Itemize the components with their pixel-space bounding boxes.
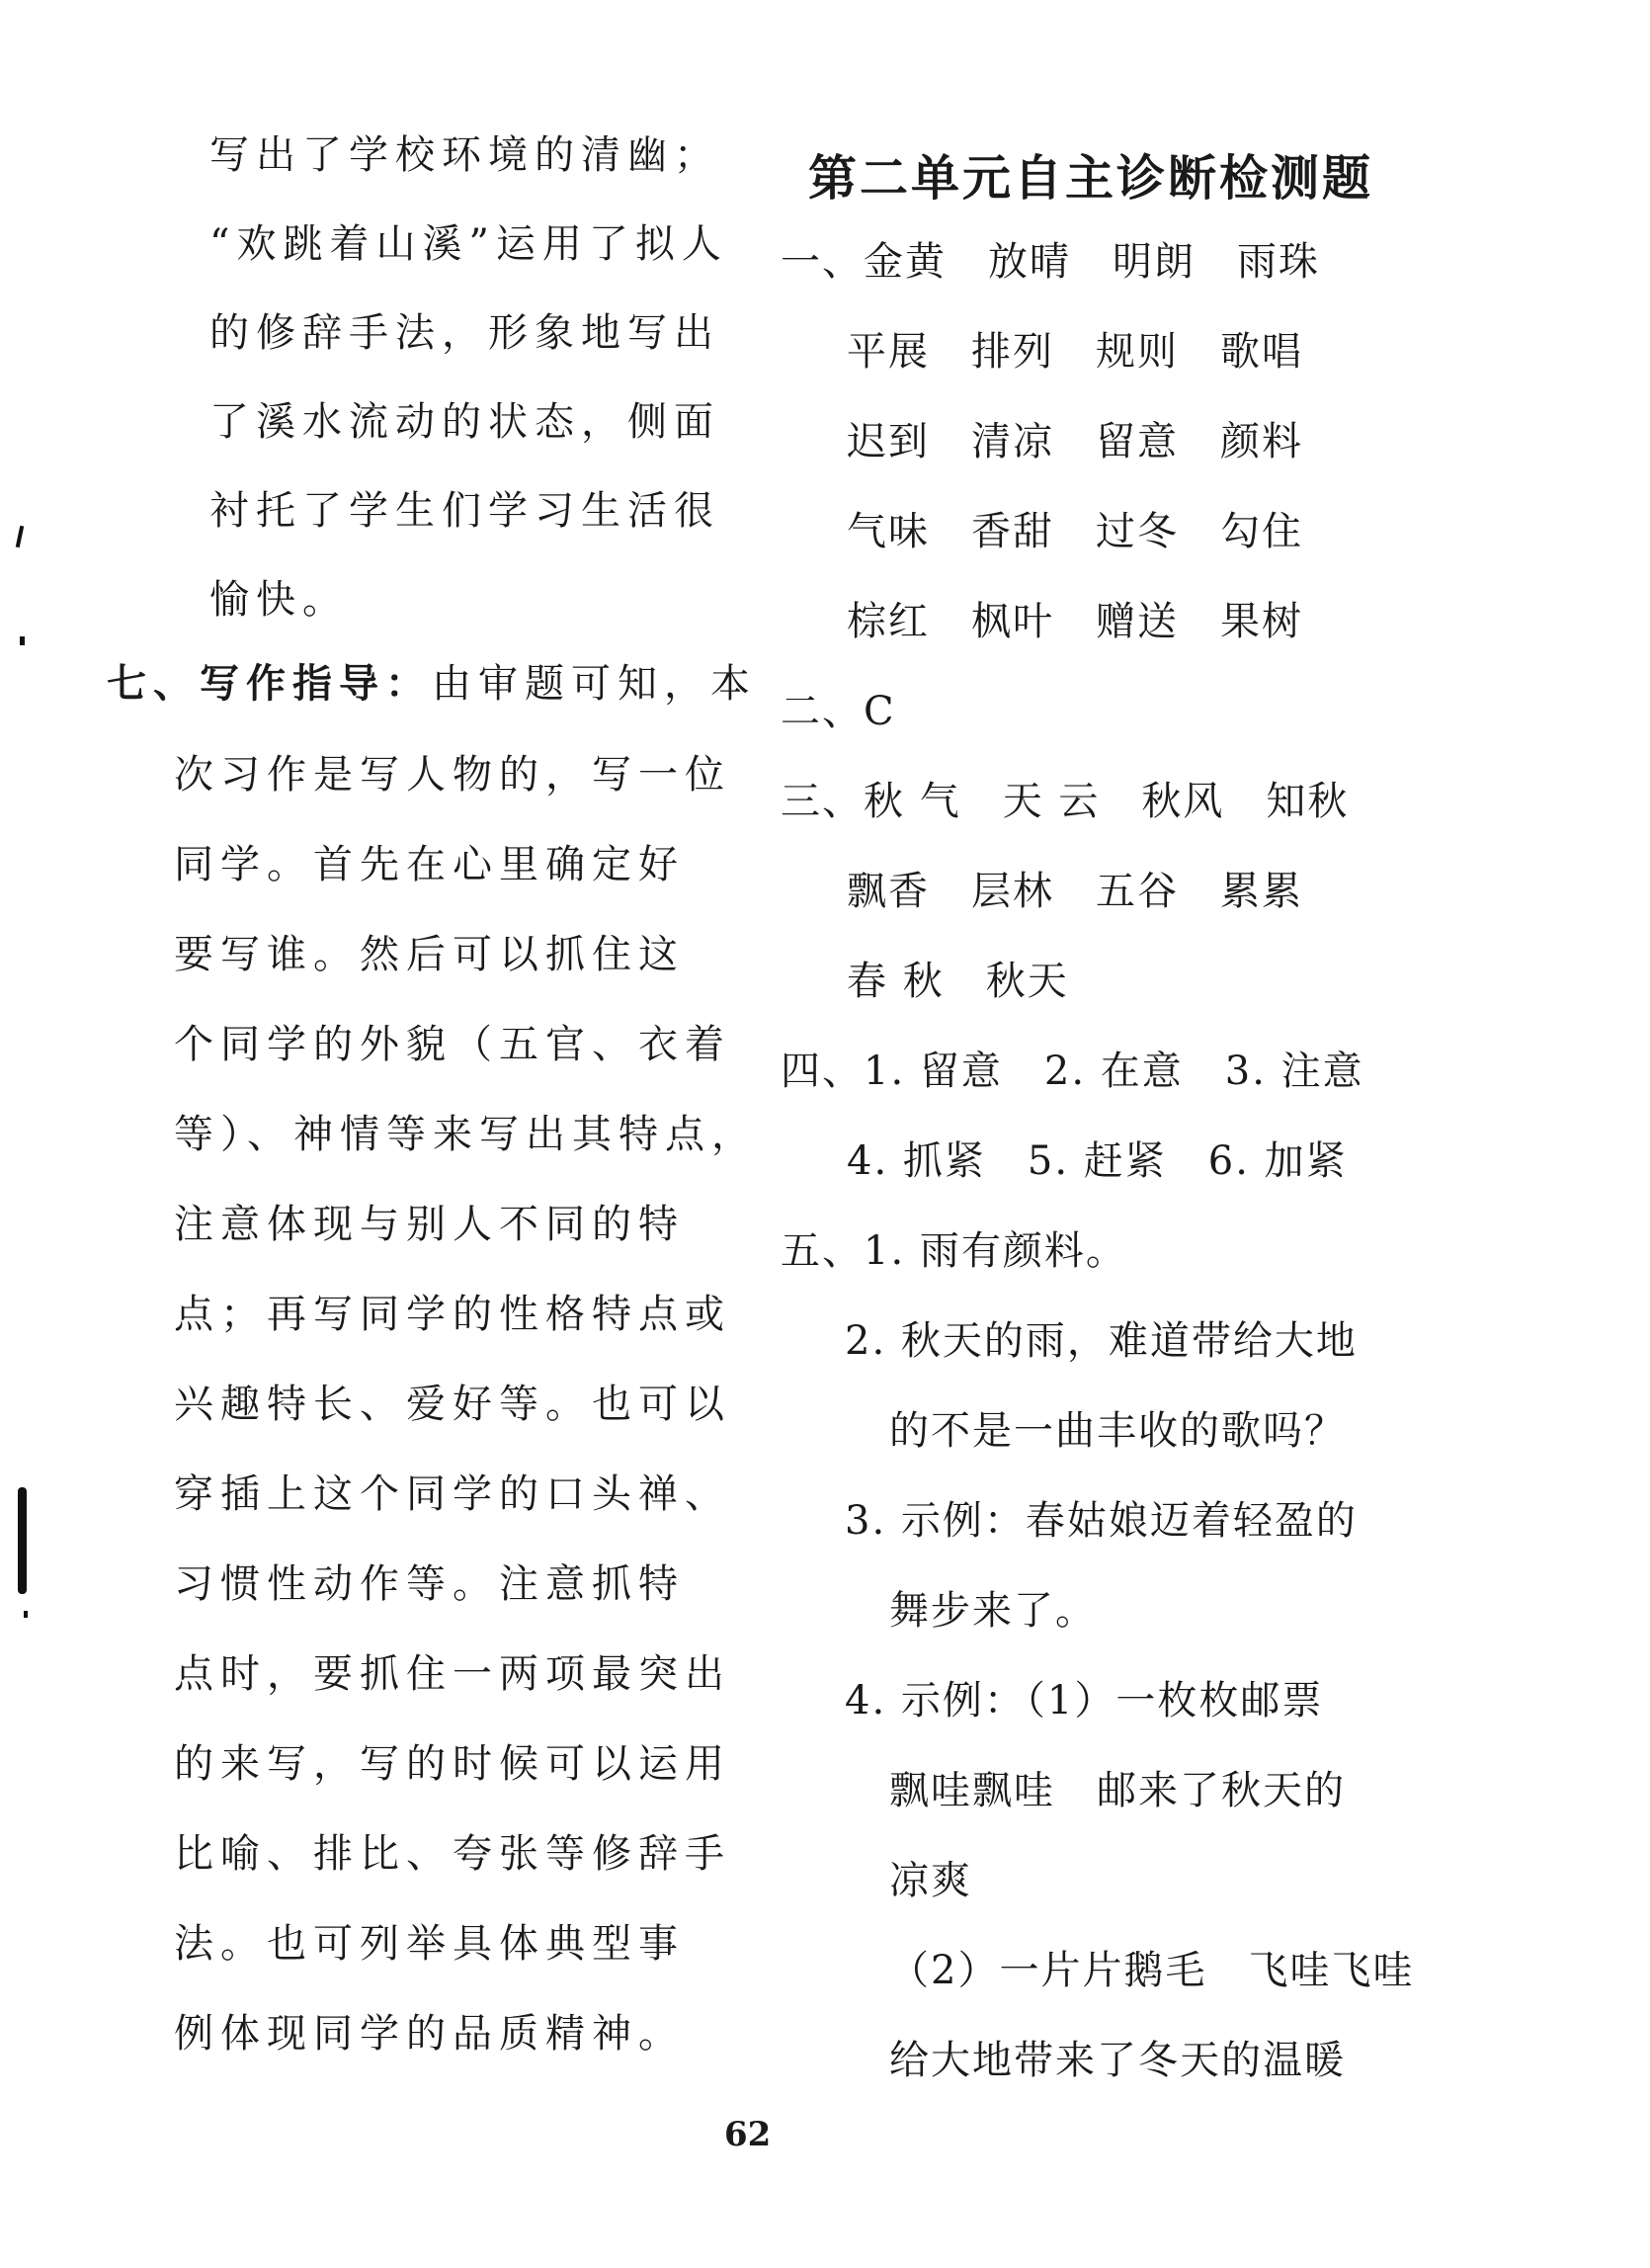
text-line: 等）、神情等来写出其特点， [174,1112,758,1157]
answer-line: 4. 抓紧 5. 赶紧 6. 加紧 [847,1138,1348,1184]
text-line: 法。也可列举具体典型事 [174,1921,685,1967]
answer-line: 飘哇飘哇 邮来了秋天的 [889,1768,1346,1813]
text-line: 个同学的外貌（五官、衣着 [174,1022,731,1067]
answer-line: 五、1. 雨有颜料。 [781,1228,1127,1274]
text-line: 例体现同学的品质精神。 [174,2011,685,2057]
text-line: 愉快。 [209,577,349,623]
section-7-first-text: 由审题可知，本 [432,661,757,707]
text-line: 衬托了学生们学习生活很 [209,488,720,534]
text-line: 次习作是写人物的，写一位 [174,752,731,798]
text-line: 同学。首先在心里确定好 [174,842,685,887]
answer-line: 给大地带来了冬天的温暖 [889,2038,1346,2083]
answer-line: 迟到 清凉 留意 颜料 [847,419,1303,464]
text-line: 兴趣特长、爱好等。也可以 [174,1382,731,1427]
text-line: 写出了学校环境的清幽； [209,132,720,178]
page-number: 62 [724,2115,772,2154]
text-line: 注意体现与别人不同的特 [174,1202,685,1247]
answer-line: （2）一片片鹅毛 飞哇飞哇 [889,1948,1415,1993]
text-line: 的来写，写的时候可以运用 [174,1741,731,1787]
text-line: 了溪水流动的状态，侧面 [209,399,720,445]
section-title: 第二单元自主诊断检测题 [808,149,1374,207]
answer-line: 气味 香甜 过冬 勾住 [847,509,1303,554]
text-line: 要写谁。然后可以抓住这 [174,932,685,977]
scan-mark [18,1487,27,1594]
answer-line: 3. 示例：春姑娘迈着轻盈的 [845,1498,1358,1544]
text-line: 的修辞手法，形象地写出 [209,310,720,356]
answer-line: 一、金黄 放晴 明朗 雨珠 [781,239,1320,285]
scan-mark [24,1611,28,1618]
answer-line: 舞步来了。 [889,1588,1097,1634]
text-line: 比喻、排比、夸张等修辞手 [174,1831,731,1877]
answer-line: 4. 示例：（1）一枚枚邮票 [845,1678,1324,1723]
text-line: 点；再写同学的性格特点或 [174,1292,731,1337]
answer-line: 棕红 枫叶 赠送 果树 [847,599,1303,644]
answer-line: 二、C [781,689,896,734]
answer-line: 飘香 层林 五谷 累累 [847,869,1303,914]
answer-line: 四、1. 留意 2. 在意 3. 注意 [781,1049,1364,1094]
scan-mark [20,636,25,645]
answer-line: 三、秋 气 天 云 秋风 知秋 [781,779,1350,824]
answer-line: 的不是一曲丰收的歌吗？ [889,1408,1346,1454]
answer-line: 春 秋 秋天 [847,959,1069,1004]
answer-line: 平展 排列 规则 歌唱 [847,329,1303,375]
section-7-heading-line [107,660,757,707]
text-line: 穿插上这个同学的口头禅、 [174,1471,731,1517]
section-7-label: 七、写作指导： [107,660,432,707]
text-line: 习惯性动作等。注意抓特 [174,1561,685,1607]
scan-mark [16,526,24,547]
answer-line: 2. 秋天的雨，难道带给大地 [845,1318,1358,1364]
text-line: “欢跳着山溪”运用了拟人 [209,221,728,267]
answer-line: 凉爽 [889,1858,972,1903]
text-line: 点时，要抓住一两项最突出 [174,1651,731,1697]
